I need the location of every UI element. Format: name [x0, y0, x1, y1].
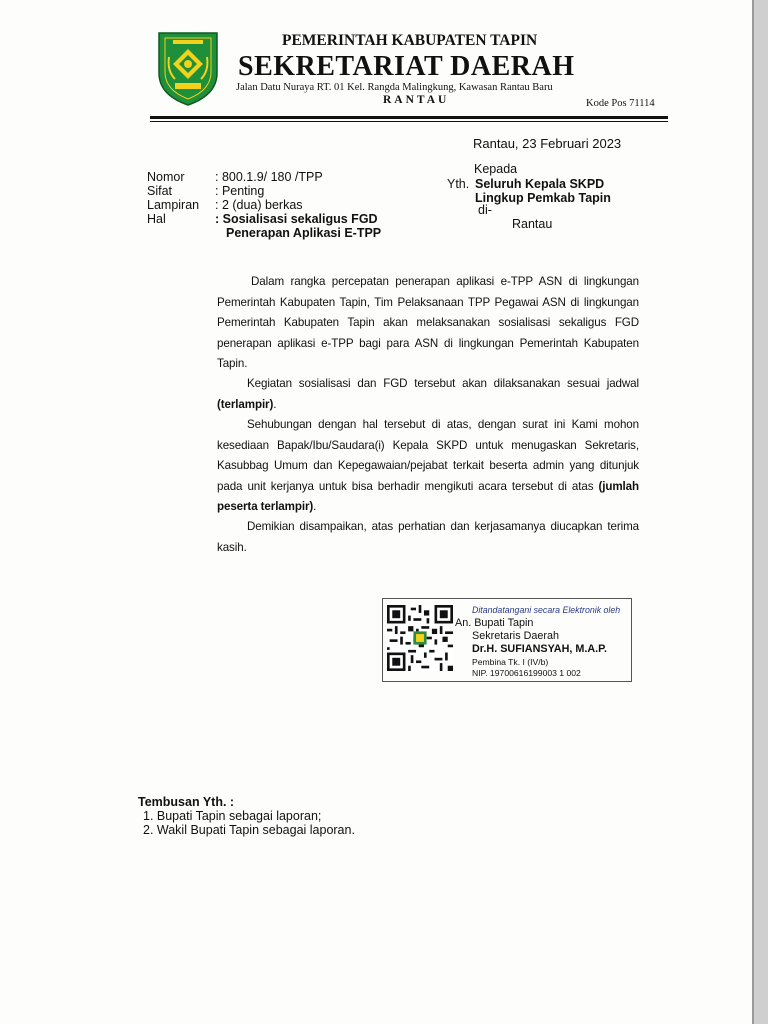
letterhead-rule-thick [150, 116, 668, 119]
body-paragraph-1: Dalam rangka percepatan penerapan aplikasi e-TPP ASN di lingkungan Pemerintah Kabupaten Tapin, Tim Pelaksanaan TPP Pegawai ASN di lingkungan Pemerintah Kabupaten Tapin akan melaksanakan sosialisasi sekaligus FGD penerapan aplikasi e-TPP bagi para ASN di lingkungan Pemerintah Kabupaten Tapin. [217, 275, 639, 370]
p2-bold: (terlampir) [217, 397, 274, 411]
signature-name: Dr.H. SUFIANSYAH, M.A.P. [472, 643, 607, 655]
qr-code-icon [387, 605, 453, 671]
office-name: SEKRETARIAT DAERAH [238, 51, 575, 82]
signature-position: Sekretaris Daerah [472, 630, 560, 642]
scan-background [752, 0, 768, 1024]
cc-item-1: 1. Bupati Tapin sebagai laporan; [143, 809, 322, 823]
recipient-line-1: Seluruh Kepala SKPD [475, 177, 605, 191]
signature-note: Ditandatangani secara Elektronik oleh [472, 605, 621, 615]
letterhead-rule-thin [150, 121, 668, 122]
cc-heading: Tembusan Yth. : [138, 795, 235, 809]
government-name: PEMERINTAH KABUPATEN TAPIN [282, 32, 538, 49]
cc-item-2: 2. Wakil Bupati Tapin sebagai laporan. [143, 823, 355, 837]
meta-value-lampiran: : 2 (dua) berkas [215, 198, 303, 212]
recipient-yth: Yth. [447, 177, 470, 191]
meta-label-hal: Hal [147, 212, 166, 226]
meta-value-sifat: : Penting [215, 184, 265, 198]
recipient-kepada: Kepada [474, 162, 518, 176]
p3-end: . [313, 500, 317, 513]
recipient-place: Rantau [512, 217, 553, 231]
p3-text: Sehubungan dengan hal tersebut di atas, dengan surat ini Kami mohon kesediaan Bapak/Ibu/Saudara(i) Kepala SKPD untuk menugaskan Sekretaris, Kasubbag Umum dan Kepegawaian/pejabat terkait beserta admin yang ditunjuk pada unit kerjanya untuk bisa berhadir mengikuti acara tersebut di atas [217, 418, 639, 493]
office-city: RANTAU [383, 94, 450, 106]
regency-crest-icon [153, 27, 223, 107]
signature-rank: Pembina Tk. I (IV/b) [472, 657, 549, 667]
electronic-signature-box [382, 598, 632, 682]
body-paragraph-3 [217, 415, 639, 518]
recipient-line-2: Lingkup Pemkab Tapin [475, 191, 611, 205]
office-address: Jalan Datu Nuraya RT. 01 Kel. Rangda Malingkung, Kawasan Rantau Baru [236, 82, 553, 93]
signature-nip: NIP. 19700616199003 1 002 [472, 668, 581, 678]
subject-line-2: Penerapan Aplikasi E-TPP [226, 226, 382, 240]
body-paragraph-2 [217, 374, 639, 415]
postal-code: Kode Pos 71114 [586, 98, 655, 109]
meta-label-lampiran: Lampiran [147, 198, 200, 212]
p2-end: . [273, 397, 277, 411]
body-paragraph-4: Demikian disampaikan, atas perhatian dan kerjasamanya diucapkan terima kasih. [217, 520, 639, 554]
p2-text: Kegiatan sosialisasi dan FGD tersebut akan dilaksanakan sesuai jadwal [247, 377, 639, 390]
signature-on-behalf: An. Bupati Tapin [455, 617, 534, 629]
p3-bold: (jumlah peserta terlampir) [217, 479, 639, 513]
page-edge [752, 0, 754, 1024]
recipient-di: di- [478, 203, 492, 217]
meta-label-sifat: Sifat [147, 184, 173, 198]
meta-value-nomor: : 800.1.9/ 180 /TPP [215, 170, 323, 184]
letter-date: Rantau, 23 Februari 2023 [473, 136, 622, 151]
meta-value-hal: : Sosialisasi sekaligus FGD [215, 212, 378, 226]
meta-label-nomor: Nomor [147, 170, 185, 184]
